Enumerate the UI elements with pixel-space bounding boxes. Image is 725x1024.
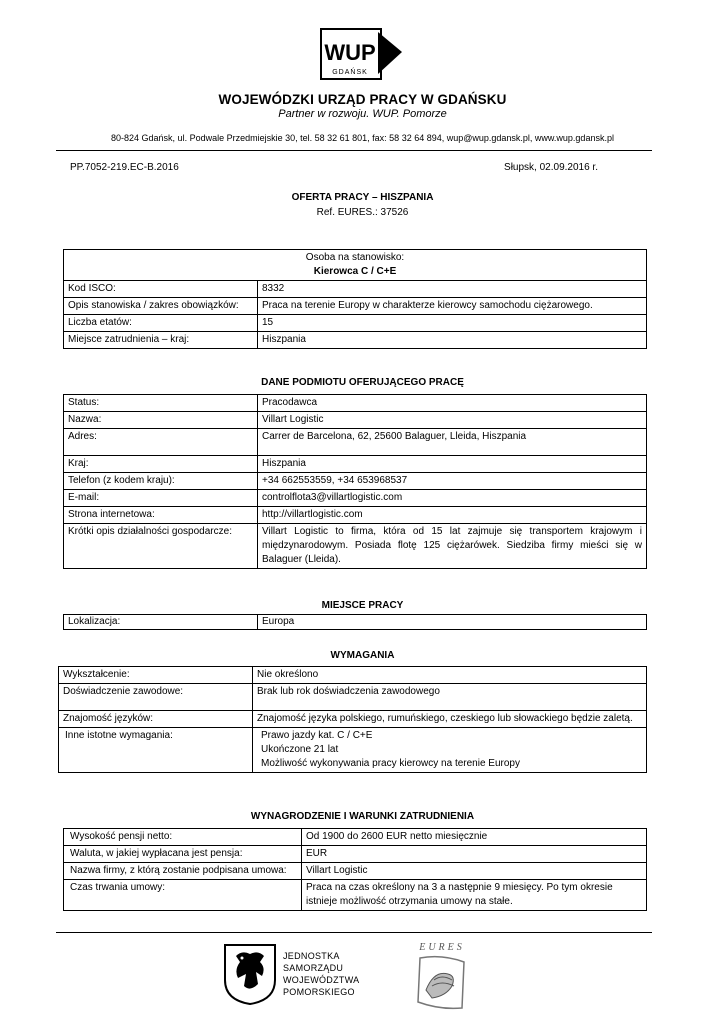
row-label: Opis stanowiska / zakres obowiązków: — [64, 298, 258, 315]
row-value: 15 — [258, 315, 647, 332]
table-row — [64, 490, 647, 507]
row-value: Praca na czas określony na 3 a następnie 9 miesięcy. Po tym okresie istnieje możliwość otrzymania umowy na stałe. — [302, 880, 647, 911]
table-row — [64, 395, 647, 412]
row-value: +34 662553559, +34 653968537 — [258, 473, 647, 490]
table-row — [64, 829, 647, 846]
table-row — [64, 473, 647, 490]
logo-sub: GDAŃSK — [332, 69, 368, 76]
position-heading: Osoba na stanowisko: — [305, 252, 405, 263]
table-row — [64, 524, 647, 569]
footer-unit-line: JEDNOSTKA — [283, 951, 340, 961]
row-value: 8332 — [258, 281, 647, 298]
workplace-table — [63, 614, 647, 630]
row-value: Villart Logistic to firma, która od 15 lat zajmuje się transportem krajowym i międzynarodowym. Posiada flotę 125 ciężarówek. Siedziba firmy mieści się w Balaguer (Lleida). — [258, 524, 647, 569]
row-label: Nazwa: — [64, 412, 258, 429]
row-value: Villart Logistic — [302, 863, 647, 880]
row-label: Status: — [64, 395, 258, 412]
table-row — [64, 846, 647, 863]
row-label: E-mail: — [64, 490, 258, 507]
row-value: Europa — [258, 615, 647, 630]
row-value: Pracodawca — [258, 395, 647, 412]
salary-table — [63, 828, 647, 911]
table-row — [64, 332, 647, 349]
website-link[interactable]: http://villartlogistic.com — [258, 507, 647, 524]
wup-logo — [320, 28, 404, 80]
row-value: Hiszpania — [258, 456, 647, 473]
table-row — [59, 684, 647, 711]
org-tagline: Partner w rozwoju. WUP. Pomorze — [278, 108, 447, 120]
workplace-section-title: MIEJSCE PRACY — [321, 600, 404, 611]
row-label: Wykształcenie: — [59, 667, 253, 684]
table-row — [64, 880, 647, 911]
table-row — [59, 728, 647, 773]
row-label: Liczba etatów: — [64, 315, 258, 332]
row-label: Nazwa firmy, z którą zostanie podpisana umowa: — [64, 863, 302, 880]
requirements-table — [58, 666, 647, 773]
row-label: Lokalizacja: — [64, 615, 258, 630]
table-row — [64, 507, 647, 524]
footer-unit-line: POMORSKIEGO — [283, 987, 355, 997]
place-date: Słupsk, 02.09.2016 r. — [504, 162, 598, 173]
eures-text: EURES — [419, 942, 465, 953]
offer-subtitle: Ref. EURES.: 37526 — [316, 207, 409, 218]
row-label: Miejsce zatrudnienia – kraj: — [64, 332, 258, 349]
footer-divider — [56, 932, 652, 933]
list-item: Prawo jazdy kat. C / C+E — [261, 730, 373, 741]
row-label: Telefon (z kodem kraju): — [64, 473, 258, 490]
list-item: Możliwość wykonywania pracy kierowcy na terenie Europy — [261, 758, 520, 769]
row-label: Strona internetowa: — [64, 507, 258, 524]
salary-section-title: WYNAGRODZENIE I WARUNKI ZATRUDNIENIA — [250, 811, 475, 822]
requirements-list-cell — [253, 728, 647, 773]
row-value: Carrer de Barcelona, 62, 25600 Balaguer, Lleida, Hiszpania — [258, 429, 647, 456]
position-name: Kierowca C / C+E — [313, 266, 397, 277]
org-name: WOJEWÓDZKI URZĄD PRACY W GDAŃSKU — [218, 92, 507, 107]
row-value: Brak lub rok doświadczenia zawodowego — [253, 684, 647, 711]
row-value: Znajomość języka polskiego, rumuńskiego, czeskiego lub słowackiego będzie zaletą. — [253, 711, 647, 728]
reference-number: PP.7052-219.EC-B.2016 — [70, 162, 179, 173]
row-label: Kod ISCO: — [64, 281, 258, 298]
position-header-cell — [64, 250, 647, 281]
table-row — [59, 667, 647, 684]
row-label: Adres: — [64, 429, 258, 456]
row-value: Hiszpania — [258, 332, 647, 349]
requirements-section-title: WYMAGANIA — [330, 650, 395, 661]
row-label: Inne istotne wymagania: — [59, 728, 253, 773]
row-value: Praca na terenie Europy w charakterze kierowcy samochodu ciężarowego. — [258, 298, 647, 315]
table-row — [59, 711, 647, 728]
table-row — [64, 412, 647, 429]
row-value: EUR — [302, 846, 647, 863]
table-row — [64, 429, 647, 456]
table-row — [64, 298, 647, 315]
row-label: Kraj: — [64, 456, 258, 473]
table-row — [64, 281, 647, 298]
table-row — [64, 863, 647, 880]
pomorskie-emblem-icon — [222, 942, 278, 1006]
table-row — [64, 615, 647, 630]
footer-unit-line: WOJEWÓDZTWA — [283, 975, 360, 985]
offer-title: OFERTA PRACY – HISZPANIA — [291, 192, 434, 203]
footer-unit-line: SAMORZĄDU — [283, 963, 344, 973]
header-divider — [56, 150, 652, 151]
row-label: Krótki opis działalności gospodarcze: — [64, 524, 258, 569]
row-label: Znajomość języków: — [59, 711, 253, 728]
row-value: Od 1900 do 2600 EUR netto miesięcznie — [302, 829, 647, 846]
org-address: 80-824 Gdańsk, ul. Podwale Przedmiejskie 30, tel. 58 32 61 801, fax: 58 32 64 894, wup@wup.gdansk.pl, www.wup.gdansk.pl — [111, 133, 614, 143]
logo-text: WUP — [324, 40, 376, 65]
table-row — [64, 315, 647, 332]
email-value[interactable]: controlflota3@villartlogistic.com — [258, 490, 647, 507]
table-row — [64, 250, 647, 281]
row-value: Nie określono — [253, 667, 647, 684]
footer-unit-name — [283, 950, 359, 998]
list-item: Ukończone 21 lat — [261, 744, 339, 755]
row-label: Doświadczenie zawodowe: — [59, 684, 253, 711]
position-table — [63, 249, 647, 349]
eures-logo — [412, 940, 472, 1012]
row-label: Wysokość pensji netto: — [64, 829, 302, 846]
row-value: Villart Logistic — [258, 412, 647, 429]
table-row — [64, 456, 647, 473]
employer-table — [63, 394, 647, 569]
row-label: Czas trwania umowy: — [64, 880, 302, 911]
employer-section-title: DANE PODMIOTU OFERUJĄCEGO PRACĘ — [261, 377, 464, 388]
row-label: Waluta, w jakiej wypłacana jest pensja: — [64, 846, 302, 863]
